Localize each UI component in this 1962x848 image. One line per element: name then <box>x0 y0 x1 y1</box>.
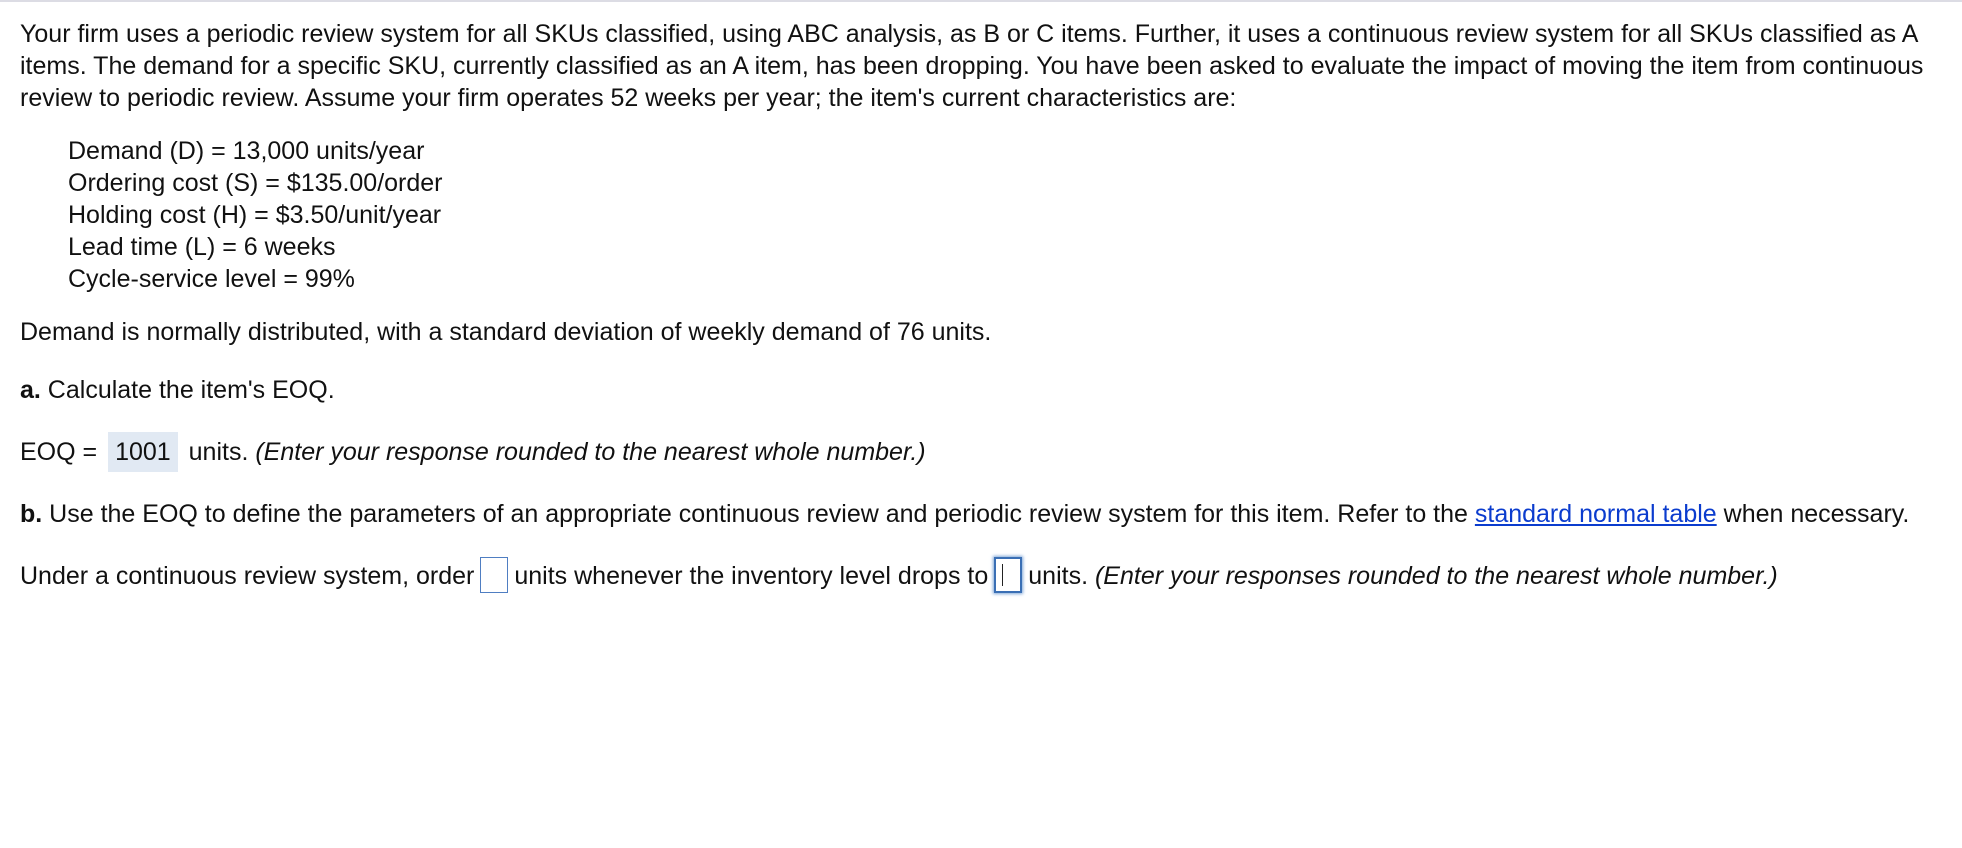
eoq-units: units. <box>181 438 256 466</box>
given-lead-time: Lead time (L) = 6 weeks <box>68 233 336 261</box>
given-data-list <box>68 135 1945 295</box>
part-b-text: Use the EOQ to define the parameters of an appropriate continuous review and periodic review system for this item. Refer to the <box>42 500 1475 528</box>
part-a-question <box>20 374 1945 406</box>
order-quantity-input[interactable] <box>480 557 508 593</box>
given-cycle-service-level: Cycle-service level = 99% <box>68 265 355 293</box>
continuous-review-answer-line <box>20 556 1945 596</box>
part-b-question <box>20 498 1945 530</box>
continuous-line-suffix: units. <box>1028 562 1095 590</box>
part-a-label: a. <box>20 376 41 404</box>
reorder-point-input[interactable] <box>994 557 1022 593</box>
eoq-answer-line <box>20 432 1945 472</box>
text-caret <box>1002 564 1003 586</box>
demand-note: Demand is normally distributed, with a standard deviation of weekly demand of 76 units. <box>20 318 992 346</box>
part-b-label: b. <box>20 500 43 528</box>
continuous-line-instruction: (Enter your responses rounded to the nearest whole number.) <box>1094 562 1778 590</box>
given-demand: Demand (D) = 13,000 units/year <box>68 137 425 165</box>
given-holding-cost: Holding cost (H) = $3.50/unit/year <box>68 201 442 229</box>
continuous-line-middle: units whenever the inventory level drops to <box>514 562 989 590</box>
question-content <box>20 18 1945 596</box>
given-ordering-cost: Ordering cost (S) = $135.00/order <box>68 169 443 197</box>
eoq-answer-value[interactable]: 1001 <box>108 432 178 472</box>
eoq-instruction: (Enter your response rounded to the nearest whole number.) <box>255 438 926 466</box>
part-a-text: Calculate the item's EOQ. <box>40 376 335 404</box>
top-border <box>0 0 1962 2</box>
part-b-text-end: when necessary. <box>1716 500 1910 528</box>
eoq-prefix: EOQ = <box>20 438 105 466</box>
standard-normal-table-link[interactable]: standard normal table <box>1474 500 1717 528</box>
problem-intro: Your firm uses a periodic review system for all SKUs classified, using ABC analysis, as B or C items. Further, it uses a continuous review system for all SKUs classified as A items. The demand for a specific SKU, currently classified as an A item, has been dropping. You have been asked to evaluate the impact of moving the item from continuous review to periodic review. Assume your firm operates 52 weeks per year; the item's current characteristics are: <box>20 20 1924 112</box>
continuous-line-prefix: Under a continuous review system, order <box>20 562 475 590</box>
